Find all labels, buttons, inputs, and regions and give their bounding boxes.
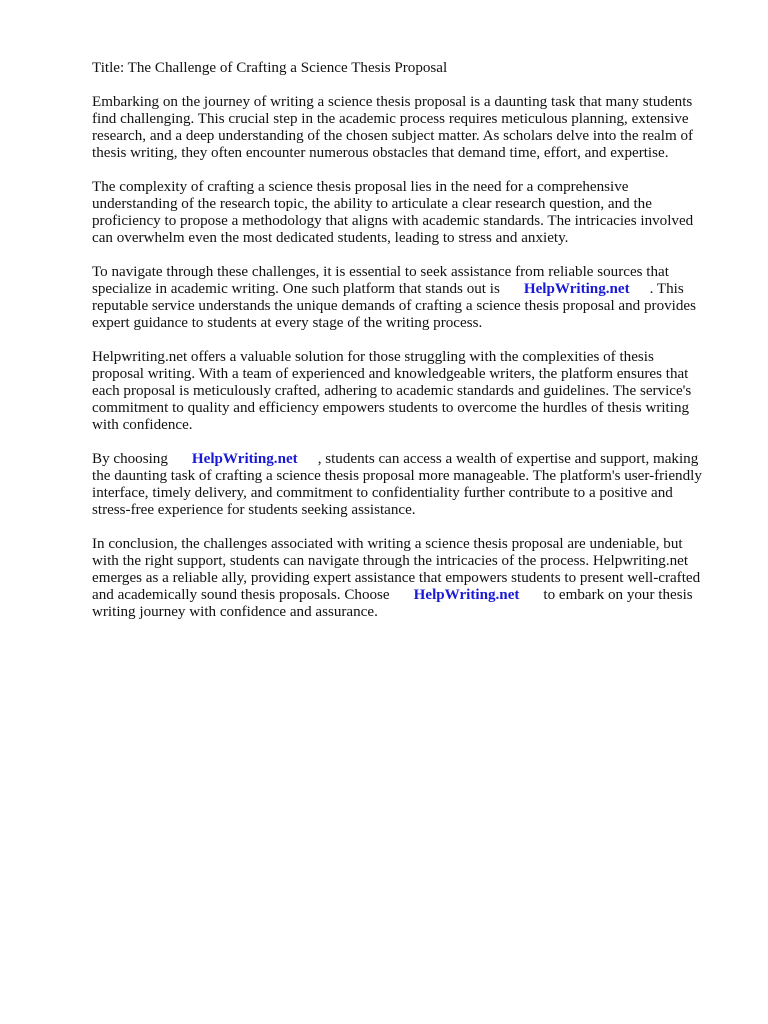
paragraph-line: thesis writing, they often encounter numerous obstacles that demand time, effort, and expertise.: [92, 145, 669, 161]
paragraph-line: expert guidance to students at every stage of the writing process.: [92, 315, 483, 331]
line-text: , students can access a wealth of expertise and support, making: [317, 451, 699, 467]
paragraph-line: find challenging. This crucial step in the academic process requires meticulous planning, extensive: [92, 111, 689, 127]
paragraph-line: stress-free experience for students seeking assistance.: [92, 502, 416, 518]
line-text: specialize in academic writing. One such platform that stands out is: [92, 281, 500, 297]
paragraph-line: emerges as a reliable ally, providing expert assistance that empowers students to present well-crafted: [92, 570, 701, 586]
paragraph-line: The complexity of crafting a science thesis proposal lies in the need for a comprehensive: [92, 179, 629, 195]
paragraph-line: proposal writing. With a team of experienced and knowledgeable writers, the platform ensures that: [92, 366, 689, 382]
paragraph-solution: [92, 349, 728, 434]
paragraph-choosing: [92, 451, 728, 519]
paragraph-line: proficiency to propose a methodology that aligns with academic standards. The intricacies involved: [92, 213, 694, 229]
paragraph-line: understanding of the research topic, the ability to articulate a clear research question, and the: [92, 196, 652, 212]
paragraph-line: To navigate through these challenges, it is essential to seek assistance from reliable sources that: [92, 264, 669, 280]
line-text: By choosing: [92, 451, 168, 467]
paragraph-line: [92, 587, 728, 604]
helpwriting-link[interactable]: HelpWriting.net: [191, 451, 298, 467]
paragraph-line: writing journey with confidence and assurance.: [92, 604, 378, 620]
helpwriting-link[interactable]: HelpWriting.net: [523, 281, 630, 297]
helpwriting-link[interactable]: HelpWriting.net: [413, 587, 520, 603]
paragraph-line: the daunting task of crafting a science thesis proposal more manageable. The platform's user-friendly: [92, 468, 702, 484]
line-text: to embark on your thesis: [543, 587, 693, 603]
paragraph-line: interface, timely delivery, and commitment to confidentiality further contribute to a positive and: [92, 485, 673, 501]
paragraph-line: [92, 451, 728, 468]
paragraph-line: [92, 281, 728, 298]
paragraph-line: with the right support, students can navigate through the intricacies of the process. Helpwriting.net: [92, 553, 689, 569]
paragraph-line: research, and a deep understanding of the chosen subject matter. As scholars delve into the realm of: [92, 128, 694, 144]
paragraph-line: each proposal is meticulously crafted, adhering to academic standards and guidelines. The service's: [92, 383, 692, 399]
paragraph-line: reputable service understands the unique demands of crafting a science thesis proposal and provides: [92, 298, 696, 314]
paragraph-line: Helpwriting.net offers a valuable solution for those struggling with the complexities of thesis: [92, 349, 654, 365]
line-text: and academically sound thesis proposals. Choose: [92, 587, 390, 603]
line-text: . This: [649, 281, 684, 297]
paragraph-line: Embarking on the journey of writing a science thesis proposal is a daunting task that many students: [92, 94, 693, 110]
paragraph-line: can overwhelm even the most dedicated students, leading to stress and anxiety.: [92, 230, 569, 246]
paragraph-line: with confidence.: [92, 417, 193, 433]
paragraph-navigate: [92, 264, 728, 332]
paragraph-conclusion: [92, 536, 728, 621]
paragraph-intro: [92, 94, 728, 162]
paragraph-line: In conclusion, the challenges associated with writing a science thesis proposal are undeniable, but: [92, 536, 683, 552]
document-title: Title: The Challenge of Crafting a Science Thesis Proposal: [92, 60, 448, 76]
paragraph-line: commitment to quality and efficiency empowers students to overcome the hurdles of thesis writing: [92, 400, 690, 416]
paragraph-complexity: [92, 179, 728, 247]
